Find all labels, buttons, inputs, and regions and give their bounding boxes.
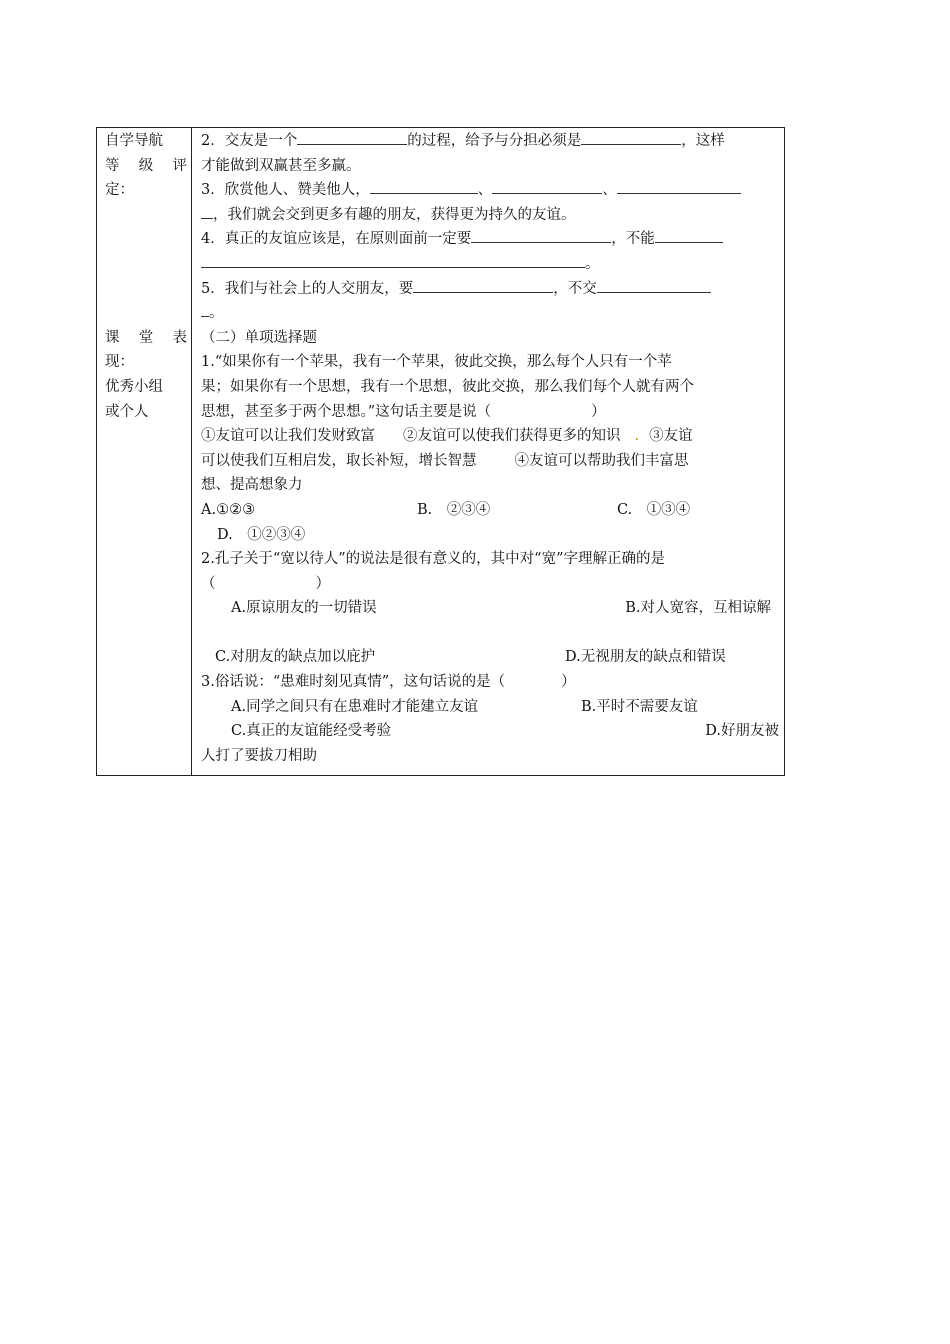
mc-question-1-answer-d	[201, 523, 779, 548]
left-column	[105, 129, 187, 424]
answer-blank[interactable]	[201, 204, 213, 219]
label-class-performance: 课 堂 表	[105, 329, 187, 346]
label-or-individual: 或个人	[105, 403, 149, 420]
answer-blank[interactable]	[201, 302, 209, 317]
column-divider	[191, 128, 192, 775]
label-self-study: 自学导航	[105, 133, 163, 149]
mc-question-1-line2: 果；如果你有一个思想，我有一个思想，彼此交换，那么我们每个人就有两个	[201, 378, 694, 395]
option-d[interactable]: D.无视朋友的缺点和错误	[565, 649, 726, 666]
question-2-line2: 才能做到双赢甚至多赢。	[201, 157, 361, 174]
mc-question-1-line3: 思想，甚至多于两个思想。”这句话主要是说（ ）	[201, 403, 606, 420]
answer-blank[interactable]	[471, 228, 611, 243]
answer-blank[interactable]	[201, 253, 585, 268]
answer-blank[interactable]	[492, 179, 602, 194]
question-5-line1: 5．我们与社会上的人交朋友，要 ，不交	[201, 277, 779, 302]
question-4-line2: 。	[201, 252, 779, 277]
mc-question-1-line1: 1.“如果你有一个苹果，我有一个苹果，彼此交换，那么每个人只有一个苹	[201, 354, 672, 371]
worksheet-table	[96, 127, 785, 776]
mc-question-2-line1: 2.孔子关于“宽以待人”的说法是很有意义的，其中对“宽”字理解正确的是	[201, 551, 665, 568]
question-3-line1: 3．欣赏他人、赞美他人， 、 、	[201, 178, 779, 203]
label-performance-end: 现：	[105, 354, 134, 371]
mc-question-3-options-ab	[201, 695, 779, 720]
answer-blank[interactable]	[297, 130, 407, 145]
choice-heading: （二）单项选择题	[201, 329, 317, 346]
option-a[interactable]: A.①②③	[201, 501, 256, 518]
option-c[interactable]: C. ①③④	[617, 501, 691, 518]
question-3-line2: ，我们就会交到更多有趣的朋友，获得更为持久的友谊。	[201, 203, 779, 228]
option-d[interactable]: D. ①②③④	[217, 526, 306, 543]
option-c[interactable]: C.真正的友谊能经受考验	[231, 723, 392, 740]
option-a[interactable]: A.原谅朋友的一切错误	[231, 600, 377, 617]
stray-mark: .	[634, 428, 640, 445]
option-a[interactable]: A.同学之间只有在患难时才能建立友谊	[231, 698, 479, 715]
mc-question-2-line2: （ ）	[201, 575, 330, 592]
answer-blank[interactable]	[655, 228, 723, 243]
mc-question-2-options-cd	[201, 645, 779, 670]
label-grade-eval: 等 级 评	[105, 157, 187, 174]
mc-question-1-statements-line1: ①友谊可以让我们发财致富 ②友谊可以使我们获得更多的知识 . ③友谊	[201, 428, 693, 445]
answer-blank[interactable]	[581, 130, 681, 145]
answer-blank[interactable]	[370, 179, 478, 194]
right-column	[201, 129, 779, 768]
mc-question-3-continuation: 人打了要拔刀相助	[201, 747, 317, 764]
mc-question-1-answers	[201, 498, 779, 523]
mc-question-1-statements-line2: 可以使我们互相启发，取长补短，增长智慧 ④友谊可以帮助我们丰富思	[201, 452, 689, 469]
answer-blank[interactable]	[413, 278, 553, 293]
option-c[interactable]: C.对朋友的缺点加以庇护	[215, 649, 376, 666]
option-b[interactable]: B.对人宽容，互相谅解	[625, 600, 771, 617]
option-b[interactable]: B.平时不需要友谊	[581, 698, 698, 715]
label-eval-end: 定：	[105, 182, 134, 199]
question-5-line2: 。	[201, 301, 779, 326]
label-excellent-group: 优秀小组	[105, 378, 163, 395]
mc-question-3-line1: 3.俗话说：“患难时刻见真情”，这句话说的是（ ）	[201, 674, 576, 691]
mc-question-3-options-cd	[201, 719, 779, 744]
question-2-line1: 2．交友是一个 的过程，给予与分担必须是 ，这样	[201, 129, 779, 154]
mc-question-1-statements-line3: 想、提高想象力	[201, 477, 303, 494]
option-b[interactable]: B. ②③④	[417, 501, 491, 518]
question-4-line1: 4．真正的友谊应该是，在原则面前一定要 ，不能	[201, 227, 779, 252]
answer-blank[interactable]	[617, 179, 741, 194]
mc-question-2-options-ab	[201, 596, 779, 621]
answer-blank[interactable]	[597, 278, 711, 293]
option-d[interactable]: D.好朋友被	[705, 723, 779, 740]
